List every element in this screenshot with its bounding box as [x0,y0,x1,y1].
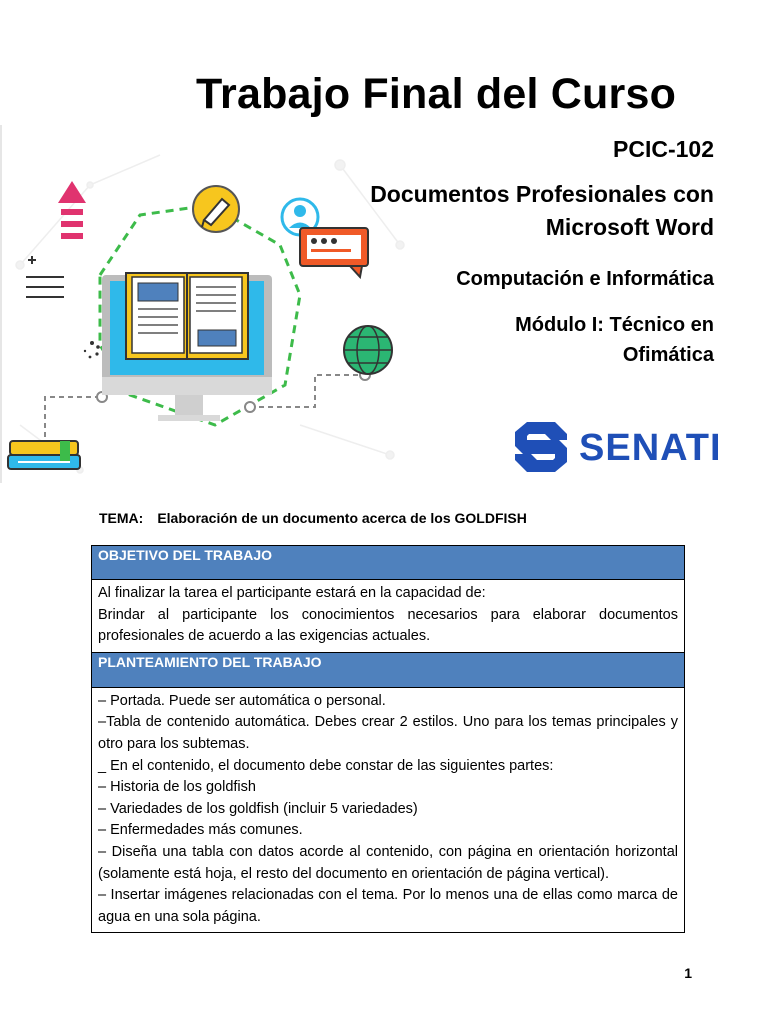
objetivo-line: Al finalizar la tarea el participante estará en la capacidad de: [98,585,486,601]
senati-logo [513,418,722,478]
arrow-up-icon [58,181,86,239]
hero-illustration [0,125,420,485]
objetivo-header: OBJETIVO DEL TRABAJO [92,546,684,580]
planteamiento-cell [92,688,684,933]
planteamiento-item: –Tabla de contenido automática. Debes crear 2 estilos. Uno para los temas principales y otro para los subtemas. [98,714,678,752]
senati-logo-icon [513,418,569,474]
planteamiento-item: – Insertar imágenes relacionadas con el tema. Por lo menos una de ellas como marca de agua en una sola página. [98,887,678,925]
course-name-line-1: Documentos Profesionales con [370,181,714,207]
career-name: Computación e Informática [456,268,714,290]
objetivo-line: Brindar al participante los conocimientos necesarios para elaborar documentos profesionales de acuerdo a las exigencias actuales. [98,606,678,645]
objetivo-cell [92,580,684,652]
planteamiento-header: PLANTEAMIENTO DEL TRABAJO [92,652,684,688]
pencil-icon [193,186,239,232]
course-name-line-2: Microsoft Word [545,214,714,240]
planteamiento-item: – Historia de los goldfish [98,779,256,796]
page-number: 1 [684,965,692,981]
tema-label: TEMA: [99,510,144,526]
tema-line [99,510,527,526]
course-name [370,178,714,244]
module-line-1: Módulo I: Técnico en [515,314,714,336]
planteamiento-item: – Enfermedades más comunes. [98,822,303,839]
tema-value: Elaboración de un documento acerca de los GOLDFISH [157,510,527,526]
monitor-book-icon [102,273,272,421]
planteamiento-item: – Variedades de los goldfish (incluir 5 variedades) [98,800,418,817]
loading-icon [84,341,100,358]
list-icon [26,256,64,297]
chat-bubble-icon [300,228,368,277]
course-code: PCIC-102 [613,136,714,162]
assignment-table [91,545,685,933]
senati-logo-text: SENATI [579,427,722,469]
planteamiento-item: _ En el contenido, el documento debe constar de las siguientes partes: [98,757,554,774]
books-icon [8,441,80,469]
module-line-2: Ofimática [622,344,714,366]
page-title: Trabajo Final del Curso [195,70,677,118]
module-name [515,310,714,370]
planteamiento-item: – Diseña una tabla con datos acorde al contenido, con página en orientación horizontal (solamente está hoja, el resto del documento en orientación de página vertical). [98,843,678,882]
planteamiento-item: – Portada. Puede ser automática o personal. [98,692,386,709]
globe-icon [344,326,392,374]
